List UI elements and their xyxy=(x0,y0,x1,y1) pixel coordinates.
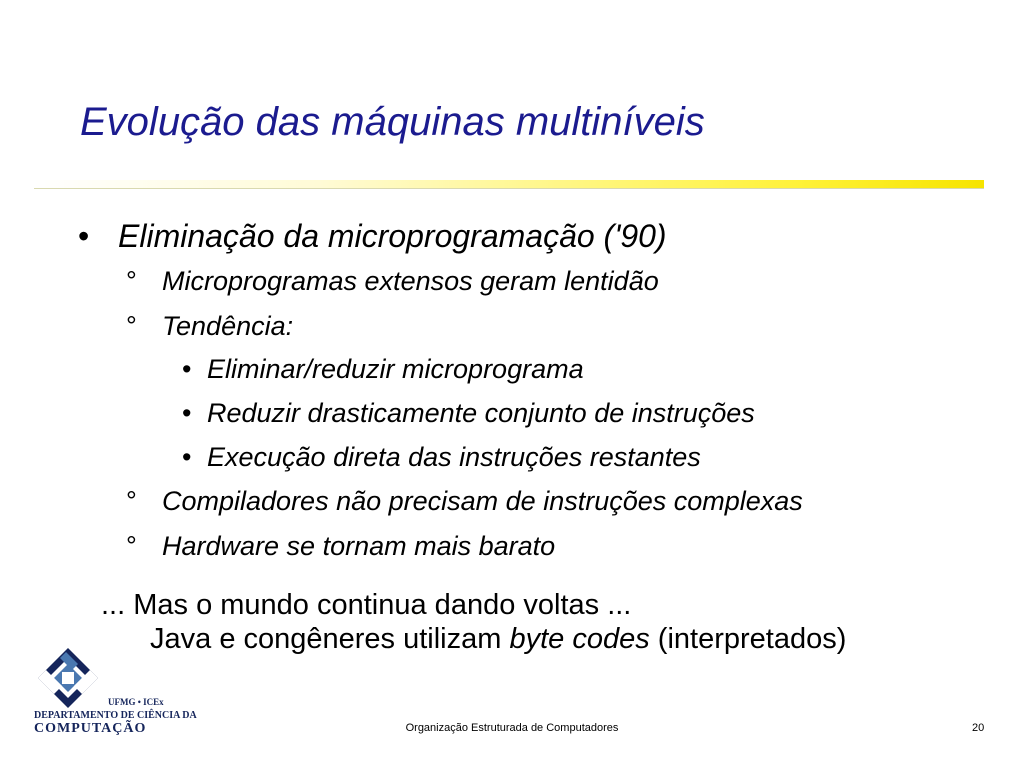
closing-line-1: ... Mas o mundo continua dando voltas ... xyxy=(101,589,632,621)
bullet-marker: ° xyxy=(126,486,137,516)
bullet-marker: ° xyxy=(126,311,137,341)
bullet-level3-text: Eliminar/reduzir microprograma xyxy=(207,354,584,384)
bullet-level2-text: Tendência: xyxy=(162,311,294,341)
bullet-marker: ° xyxy=(126,266,137,296)
logo-text-department: DEPARTAMENTO DE CIÊNCIA DA xyxy=(34,710,197,721)
closing-line-2-suffix: (interpretados) xyxy=(649,623,847,655)
slide-number: 20 xyxy=(972,722,985,734)
slide-title: Evolução das máquinas multiníveis xyxy=(80,100,705,144)
footer-course-title: Organização Estruturada de Computadores xyxy=(405,722,619,734)
bullet-level2-text: Microprogramas extensos geram lentidão xyxy=(162,266,659,296)
bullet-marker: • xyxy=(78,218,90,254)
bullet-marker: • xyxy=(182,398,192,428)
bullet-marker: • xyxy=(182,442,192,472)
bullet-level2-text: Hardware se tornam mais barato xyxy=(162,531,556,561)
bullet-level3-text: Execução direta das instruções restantes xyxy=(207,442,701,472)
closing-line-2-prefix: Java e congêneres utilizam xyxy=(150,623,510,655)
logo-text-computacao: COMPUTAÇÃO xyxy=(34,721,147,736)
bullet-level2-text: Compiladores não precisam de instruções complexas xyxy=(162,486,803,516)
bullet-marker: ° xyxy=(126,531,137,561)
bullet-level1-text: Eliminação da microprogramação ('90) xyxy=(118,218,667,254)
bullet-level3-text: Reduzir drasticamente conjunto de instruções xyxy=(207,398,755,428)
logo-text-ufmg: UFMG • ICEx xyxy=(108,697,164,707)
closing-line-2-italic: byte codes xyxy=(509,623,650,655)
bullet-marker: • xyxy=(182,354,192,384)
closing-line-2 xyxy=(150,623,846,656)
